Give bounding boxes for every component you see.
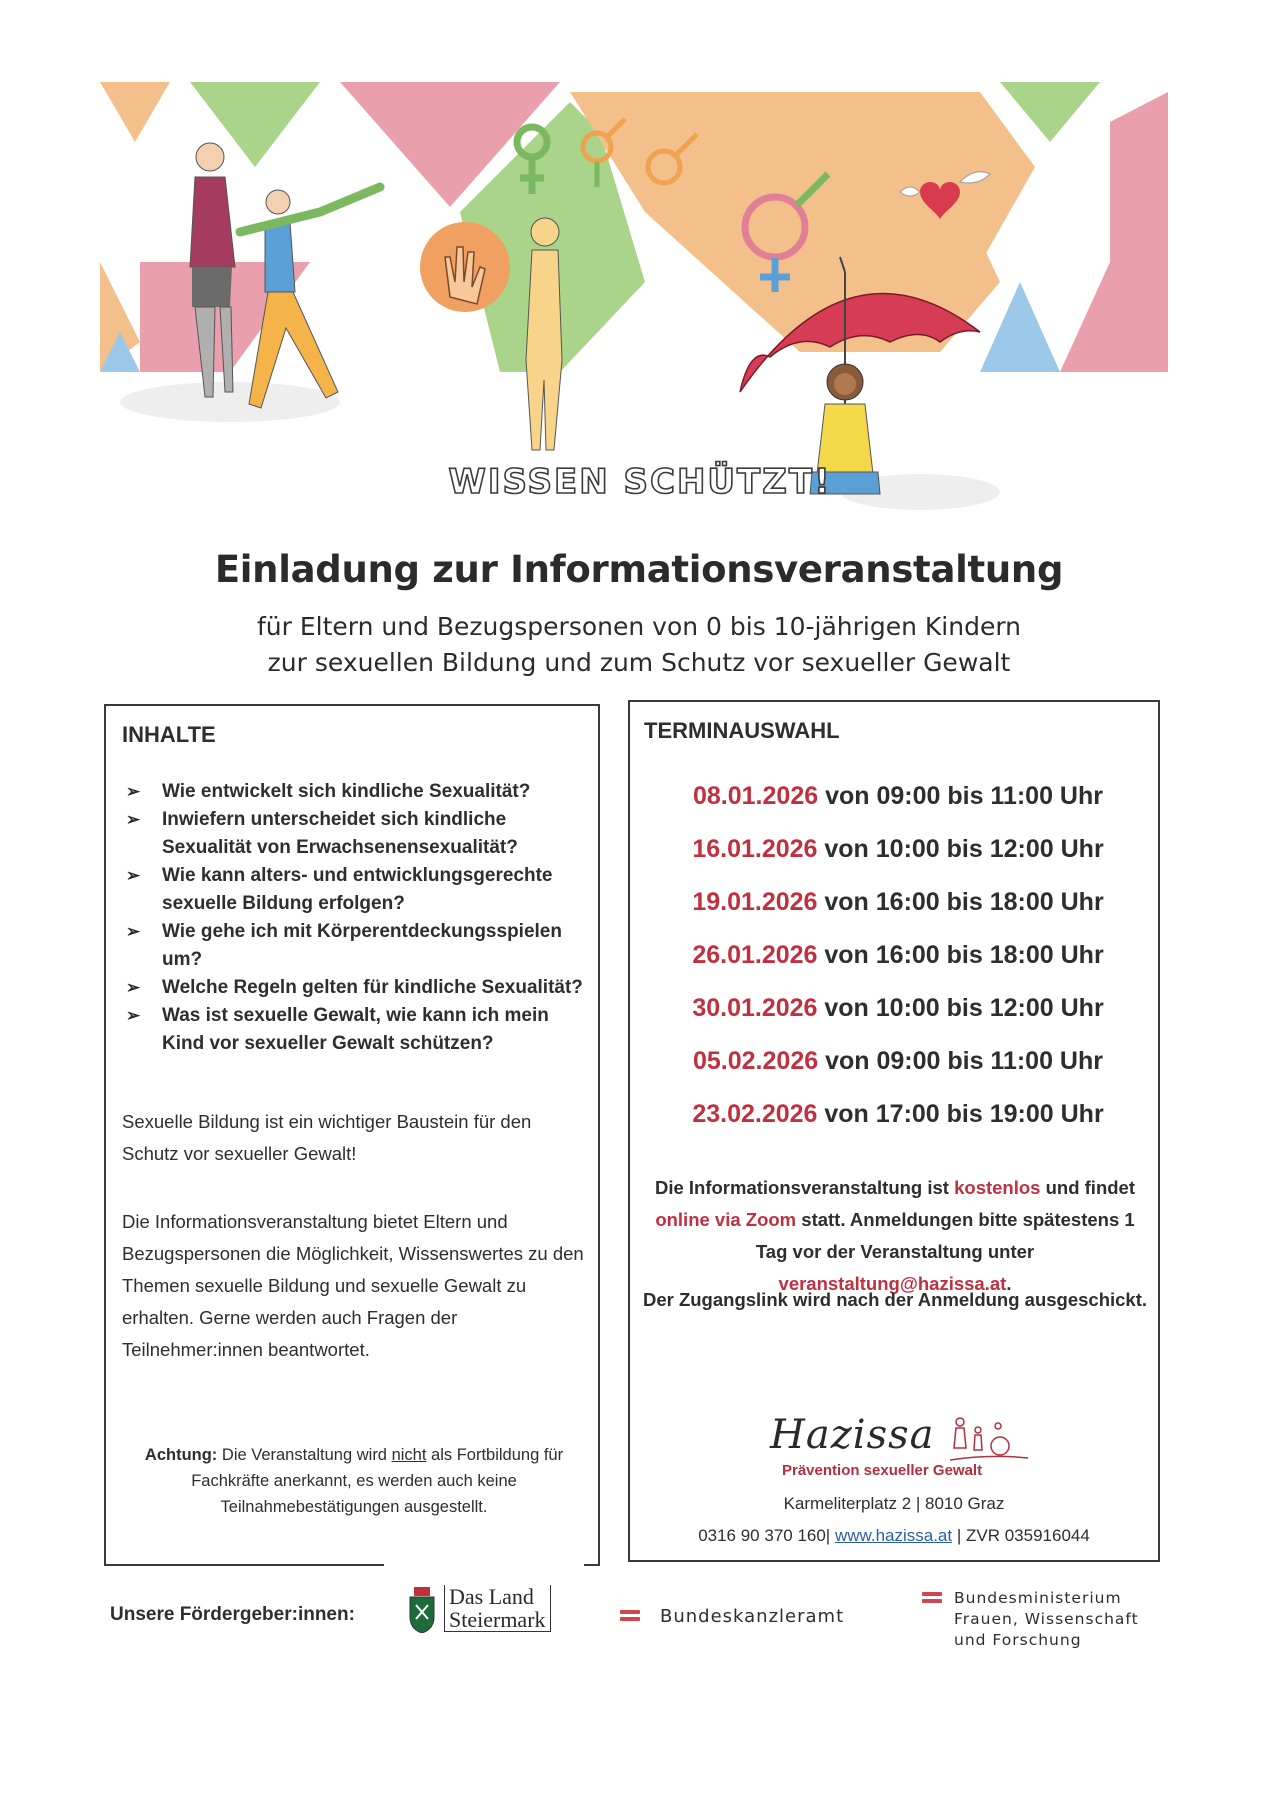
- people-figures-icon: [950, 1416, 1030, 1466]
- address: Karmeliterplatz 2 | 8010 Graz: [783, 1494, 1005, 1513]
- arrow-bullet-icon: ➢: [126, 810, 141, 829]
- arrow-bullet-icon: ➢: [126, 1006, 141, 1025]
- content-heading: INHALTE: [122, 722, 216, 747]
- list-item: ➢ Was ist sexuelle Gewalt, wie kann ich mein Kind vor sexueller Gewalt schützen?: [126, 1002, 586, 1058]
- brand-name: Hazissa: [770, 1412, 935, 1458]
- sponsor-bundeskanzleramt-logo: Bundeskanzleramt: [620, 1606, 844, 1627]
- sponsors-label: Unsere Fördergeber:innen:: [110, 1604, 355, 1625]
- date-row: 23.02.2026 von 17:00 bis 19:00 Uhr: [692, 1100, 1104, 1128]
- subtitle-line-2: zur sexuellen Bildung und zum Schutz vor sexueller Gewalt: [267, 648, 1011, 677]
- arrow-bullet-icon: ➢: [126, 978, 141, 997]
- box-border: [104, 1564, 384, 1566]
- access-link-note: Der Zugangslink wird nach der Anmeldung ausgeschickt.: [642, 1289, 1148, 1310]
- arrow-bullet-icon: ➢: [126, 922, 141, 941]
- email-link[interactable]: veranstaltung@hazissa.at: [778, 1273, 1007, 1294]
- date-list: [630, 770, 1158, 1141]
- attention-label: Achtung:: [144, 1446, 218, 1464]
- description-paragraph: Die Informationsveranstaltung bietet Eltern und Bezugspersonen die Möglichkeit, Wissenswertes zu den Themen sexuelle Bildung und sexuelle Gewalt zu erhalten. Gerne werden auch Fragen der Teilnehmer:innen beantwortet.: [122, 1211, 584, 1360]
- sponsor-steiermark-logo: [408, 1585, 548, 1637]
- date-row: 30.01.2026 von 10:00 bis 12:00 Uhr: [692, 994, 1104, 1022]
- contact-line: [630, 1526, 1158, 1546]
- list-item: ➢ Welche Regeln gelten für kindliche Sexualität?: [126, 974, 586, 1002]
- date-row: 05.02.2026 von 09:00 bis 11:00 Uhr: [693, 1047, 1103, 1075]
- emphasis-nicht: nicht: [391, 1446, 427, 1464]
- box-border: [584, 1564, 600, 1566]
- list-item: ➢ Wie kann alters- und entwicklungsgerechte sexuelle Bildung erfolgen?: [126, 862, 586, 918]
- steiermark-name: Das Land Steiermark: [444, 1585, 551, 1632]
- list-item: ➢ Wie gehe ich mit Körperentdeckungsspielen um?: [126, 918, 586, 974]
- content-box: [104, 704, 600, 1566]
- slogan: WISSEN SCHÜTZT!: [448, 462, 832, 502]
- list-item: ➢ Inwiefern unterscheidet sich kindliche Sexualität von Erwachsenensexualität?: [126, 806, 586, 862]
- zvr-number: | ZVR 035916044: [952, 1526, 1090, 1545]
- hero-illustration: [100, 82, 1168, 542]
- arrow-bullet-icon: ➢: [126, 866, 141, 885]
- steiermark-crest-icon: [408, 1587, 436, 1633]
- brand-tagline: Prävention sexueller Gewalt: [782, 1462, 983, 1479]
- date-row: 08.01.2026 von 09:00 bis 11:00 Uhr: [693, 782, 1103, 810]
- free-highlight: kostenlos: [954, 1177, 1041, 1198]
- registration-info: Die Informationsveranstaltung ist kostenlos und findet online via Zoom statt. Anmeldungen bitte spätestens 1 Tag vor der Veranstaltung unter veranstaltung@hazissa.at.: [654, 1177, 1136, 1294]
- sponsor-bundesministerium-logo: Bundesministerium Frauen, Wissenschaft und Forschung: [922, 1588, 1139, 1651]
- intro-paragraph: Sexuelle Bildung ist ein wichtiger Baustein für den Schutz vor sexueller Gewalt!: [122, 1111, 532, 1164]
- dates-box: [628, 700, 1160, 1562]
- subtitle-line-1: für Eltern und Bezugspersonen von 0 bis 10-jährigen Kindern: [256, 612, 1022, 641]
- topic-list: [126, 778, 586, 1058]
- page-title: Einladung zur Informationsveranstaltung: [214, 548, 1064, 591]
- date-row: 19.01.2026 von 16:00 bis 18:00 Uhr: [692, 888, 1104, 916]
- hazissa-logo: [770, 1412, 1030, 1482]
- attention-note: Achtung: Die Veranstaltung wird nicht als Fortbildung für Fachkräfte anerkannt, es werden auch keine Teilnahmebestätigungen ausgestellt.: [144, 1446, 564, 1516]
- list-item: ➢ Wie entwickelt sich kindliche Sexualität?: [126, 778, 586, 806]
- arrow-bullet-icon: ➢: [126, 782, 141, 801]
- website-link[interactable]: www.hazissa.at: [834, 1526, 953, 1545]
- phone: 0316 90 370 160|: [698, 1526, 835, 1545]
- date-row: 16.01.2026 von 10:00 bis 12:00 Uhr: [692, 835, 1104, 863]
- austria-flag-icon: [620, 1610, 640, 1624]
- date-row: 26.01.2026 von 16:00 bis 18:00 Uhr: [692, 941, 1104, 969]
- austria-flag-icon: [922, 1592, 942, 1651]
- dates-heading: TERMINAUSWAHL: [644, 718, 840, 743]
- online-highlight: online via Zoom: [655, 1209, 797, 1230]
